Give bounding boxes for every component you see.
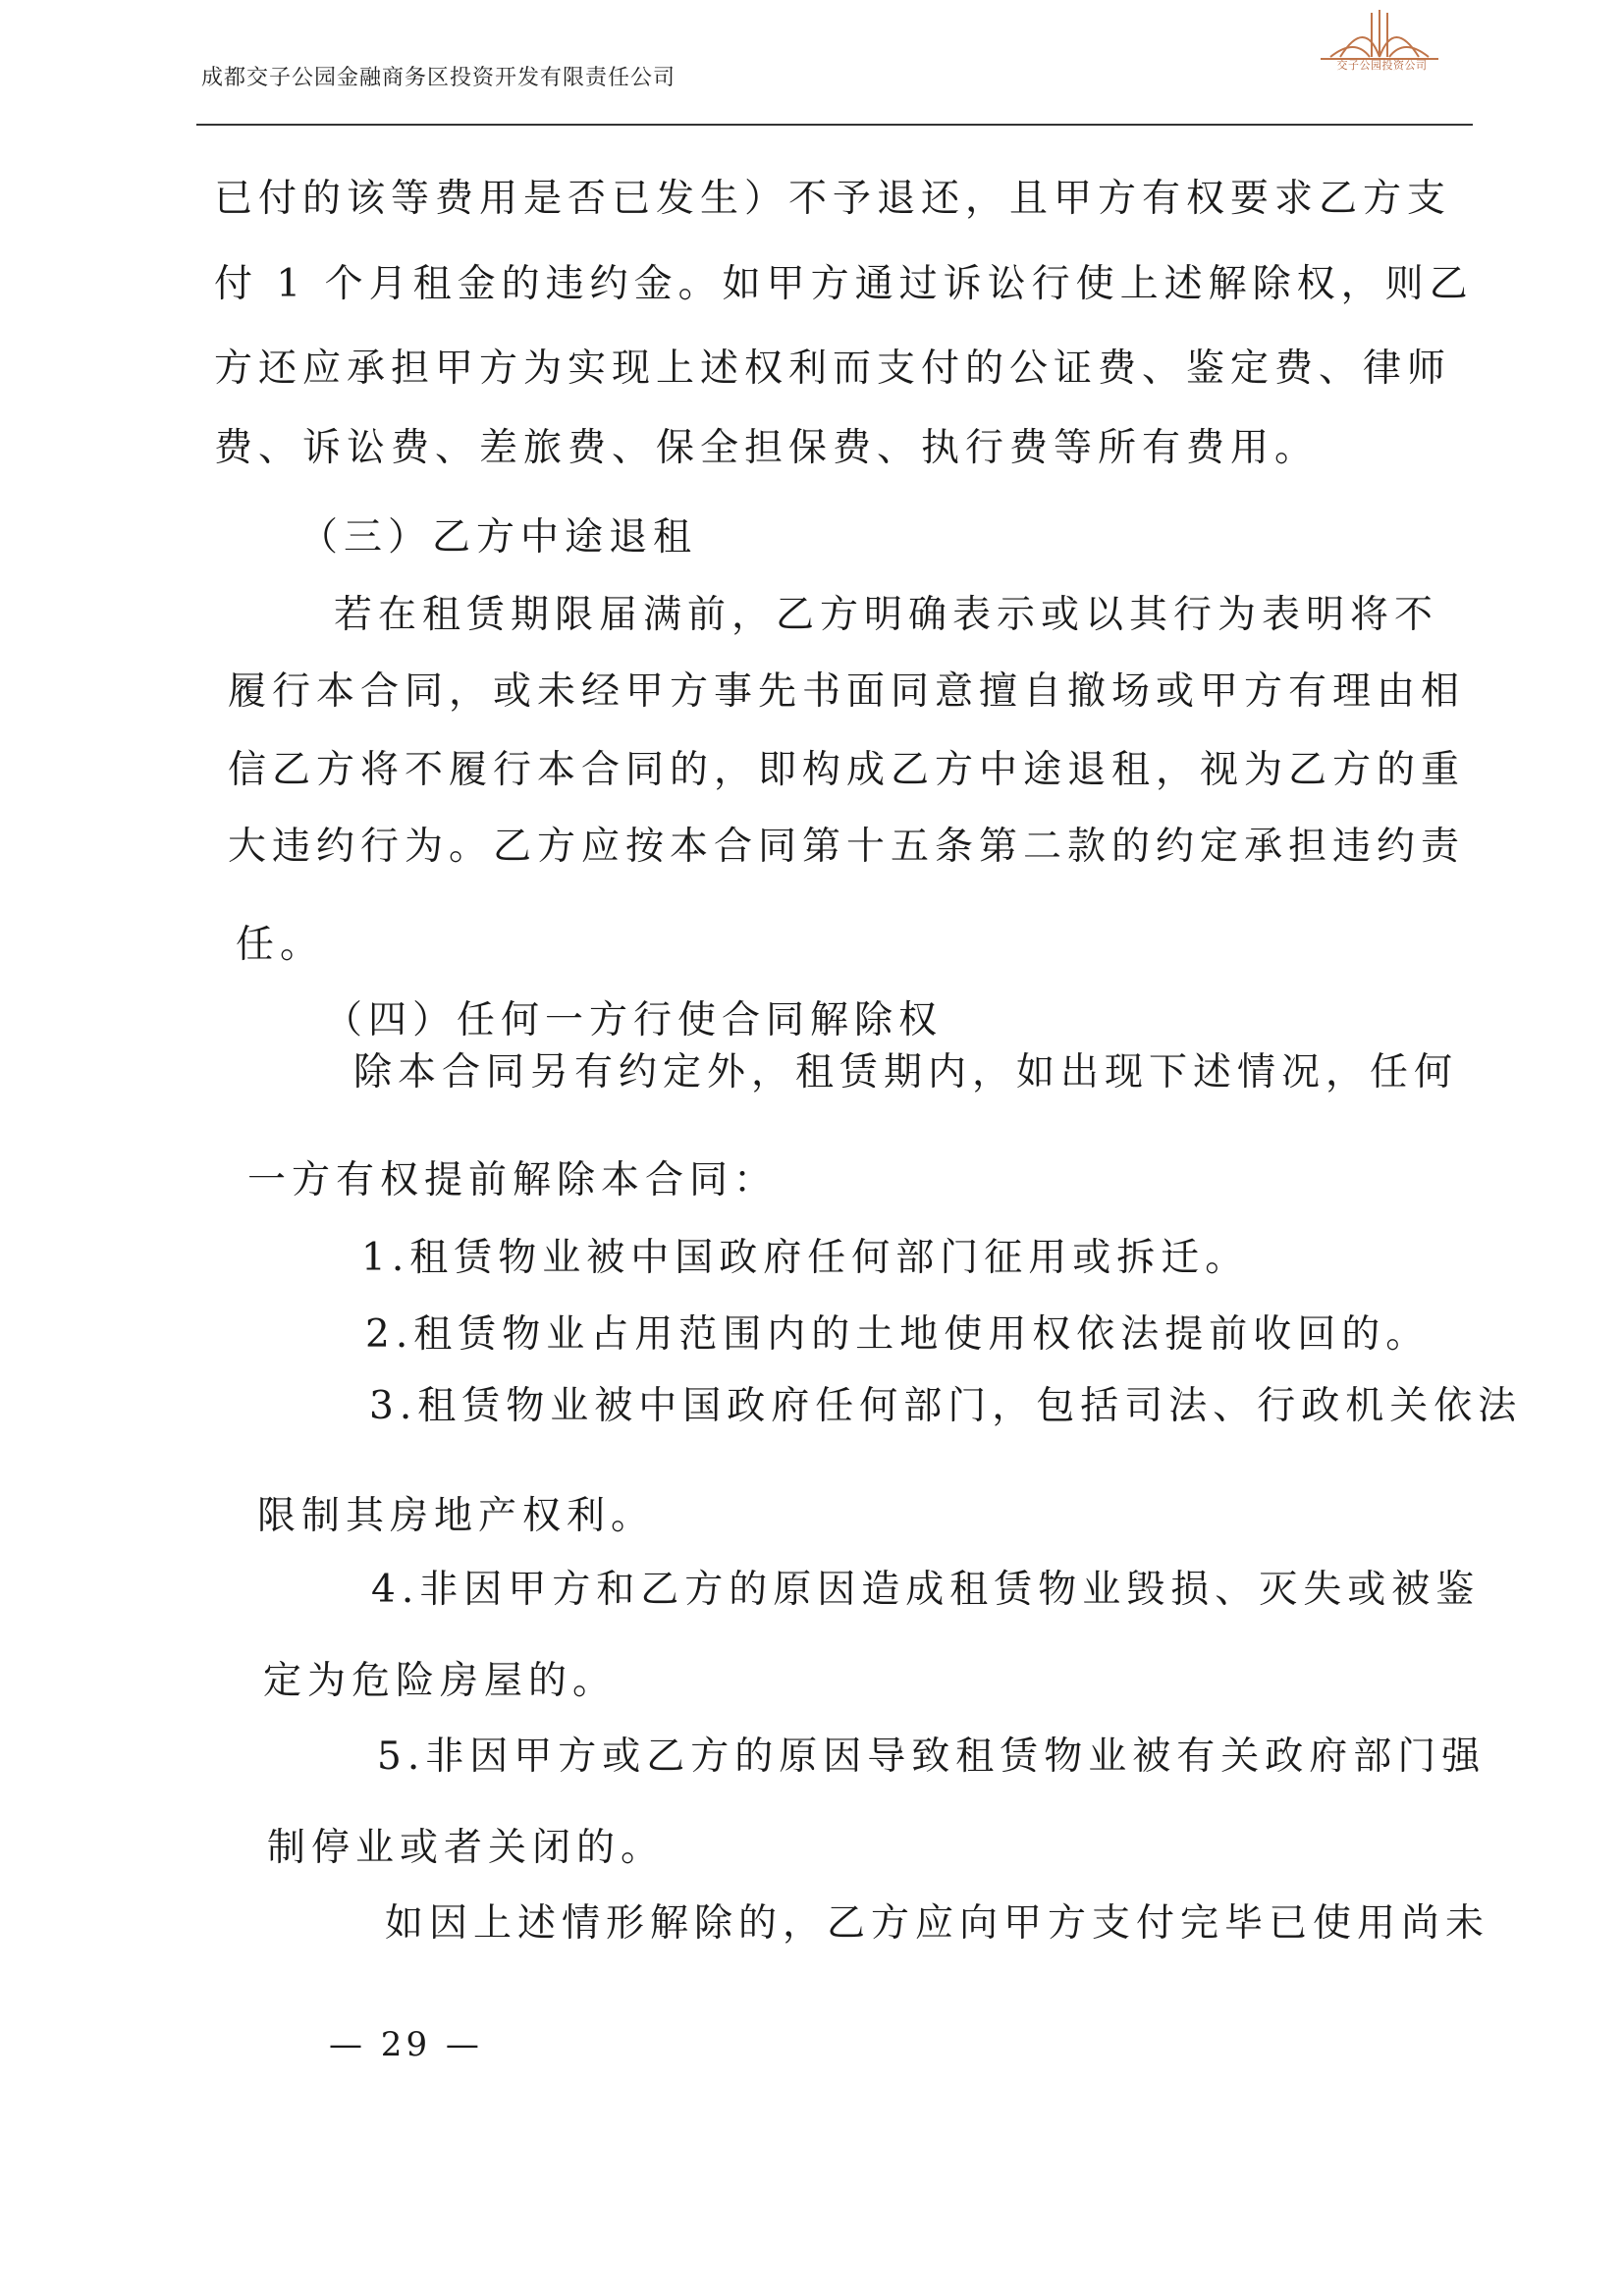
body-line: 付 1 个月租金的违约金。如甲方通过诉讼行使上述解除权，则乙 (214, 262, 1474, 306)
body-line: 方还应承担甲方为实现上述权利而支付的公证费、鉴定费、律师 (214, 347, 1452, 391)
list-item: 2.租赁物业占用范围内的土地使用权依法提前收回的。 (365, 1312, 1431, 1357)
body-line: 大违约行为。乙方应按本合同第十五条第二款的约定承担违约责 (228, 825, 1466, 869)
section-heading: （四）任何一方行使合同解除权 (324, 998, 944, 1042)
section-heading: （三）乙方中途退租 (299, 515, 698, 560)
header-company-name: 成都交子公园金融商务区投资开发有限责任公司 (201, 66, 676, 90)
body-line: 限制其房地产权利。 (257, 1494, 656, 1538)
body-line: 如因上述情形解除的，乙方应向甲方支付完毕已使用尚未 (385, 1901, 1490, 1946)
page-number: — 29 — (329, 2025, 483, 2064)
list-item: 3.租赁物业被中国政府任何部门，包括司法、行政机关依法 (369, 1384, 1523, 1428)
body-line: 费、诉讼费、差旅费、保全担保费、执行费等所有费用。 (214, 426, 1320, 470)
body-line: 信乙方将不履行本合同的，即构成乙方中途退租，视为乙方的重 (228, 748, 1466, 792)
list-item: 5.非因甲方或乙方的原因导致租赁物业被有关政府部门强 (377, 1735, 1487, 1779)
body-line: 除本合同另有约定外，租赁期内，如出现下述情况，任何 (353, 1050, 1459, 1095)
logo-caption: 交子公园投资公司 (1336, 59, 1428, 72)
header-divider (196, 124, 1473, 126)
body-line: 若在租赁期限届满前，乙方明确表示或以其行为表明将不 (334, 593, 1439, 637)
list-item: 1.租赁物业被中国政府任何部门征用或拆迁。 (361, 1236, 1250, 1280)
body-line: 任。 (236, 923, 325, 967)
list-item: 4.非因甲方和乙方的原因造成租赁物业毁损、灭失或被鉴 (371, 1568, 1481, 1612)
body-line: 定为危险房屋的。 (263, 1659, 618, 1703)
body-line: 已付的该等费用是否已发生）不予退还，且甲方有权要求乙方支 (214, 177, 1452, 221)
body-line: 履行本合同，或未经甲方事先书面同意擅自撤场或甲方有理由相 (228, 669, 1466, 714)
body-line: 一方有权提前解除本合同： (247, 1158, 779, 1202)
body-line: 制停业或者关闭的。 (267, 1826, 666, 1870)
